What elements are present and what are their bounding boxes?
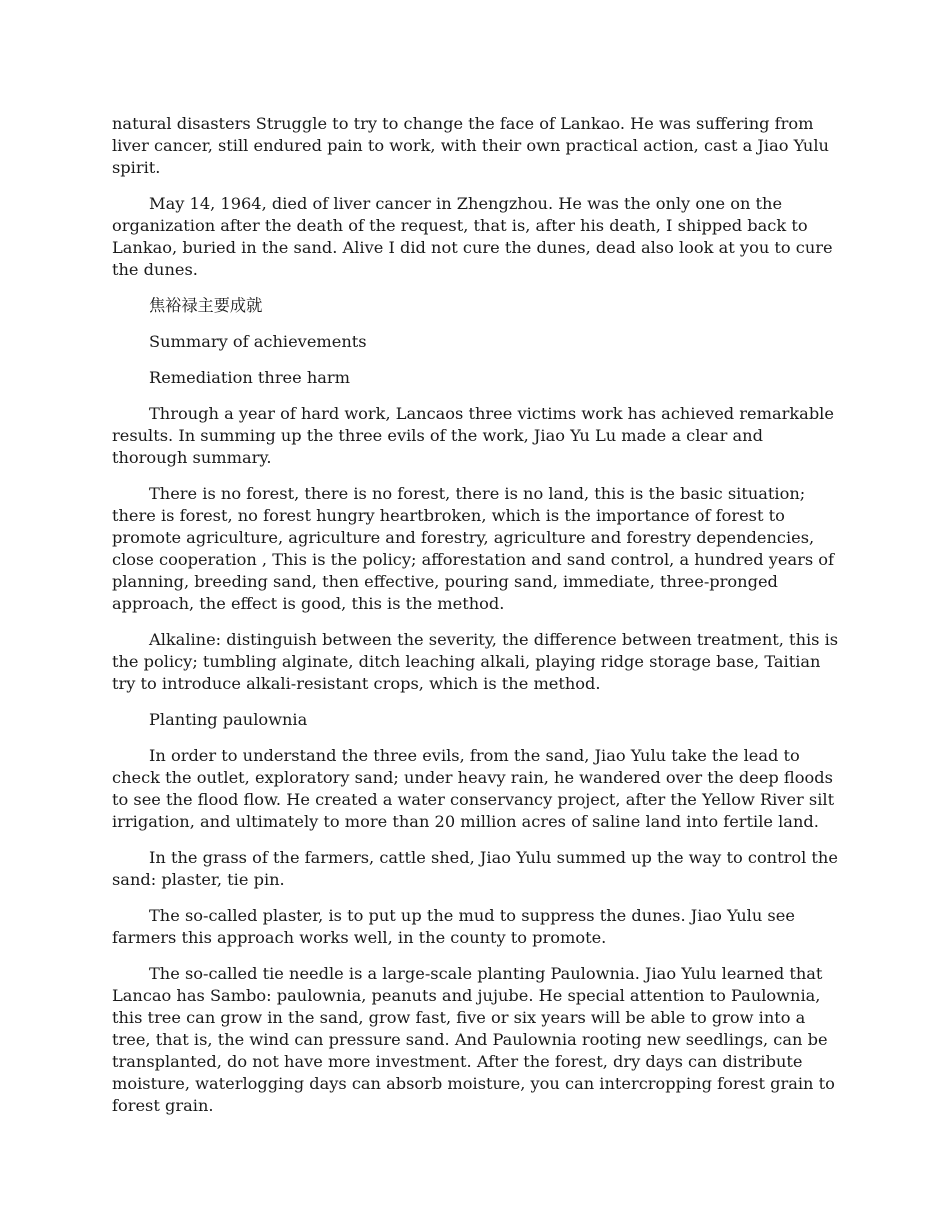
paragraph-forest-policy: There is no forest, there is no forest, there is no land, this is the basic situation; there is forest, no forest hungry heartbroken, which is the importance of forest to promote agriculture, agriculture and forestry, agriculture and forestry dependencies, close cooperation , This is the policy; afforestation and sand control, a hundred years of planning, breeding sand, then effective, pouring sand, immediate, three-pronged approach, the effect is good, this is the method.	[112, 484, 835, 613]
paragraph-death-1964: May 14, 1964, died of liver cancer in Zhengzhou. He was the only one on the organization after the death of the request, that is, after his death, I shipped back to Lankao, buried in the sand. Alive I did not cure the dunes, dead also look at you to cure the dunes.	[112, 194, 833, 279]
heading-main-achievements-chinese: 焦裕禄主要成就	[149, 296, 263, 315]
document-body	[112, 113, 840, 1131]
paragraph-year-of-hard-work: Through a year of hard work, Lancaos three victims work has achieved remarkable results. In summing up the three evils of the work, Jiao Yu Lu made a clear and thorough summary.	[112, 404, 834, 467]
paragraph-alkaline: Alkaline: distinguish between the severity, the difference between treatment, this is the policy; tumbling alginate, ditch leaching alkali, playing ridge storage base, Taitian try to introduce alkali-resistant crops, which is the method.	[112, 630, 839, 693]
paragraph-plaster-tie-pin: In the grass of the farmers, cattle shed, Jiao Yulu summed up the way to control the sand: plaster, tie pin.	[112, 848, 838, 889]
heading-summary-of-achievements: Summary of achievements	[149, 332, 367, 351]
paragraph-disasters-struggle: natural disasters Struggle to try to change the face of Lankao. He was suffering from liver cancer, still endured pain to work, with their own practical action, cast a Jiao Yulu spirit.	[112, 114, 829, 177]
heading-planting-paulownia: Planting paulownia	[149, 710, 308, 729]
heading-remediation-three-harm: Remediation three harm	[149, 368, 351, 387]
paragraph-plaster-method: The so-called plaster, is to put up the mud to suppress the dunes. Jiao Yulu see farmers this approach works well, in the county to promote.	[112, 906, 795, 947]
paragraph-three-evils-sand: In order to understand the three evils, from the sand, Jiao Yulu take the lead to check the outlet, exploratory sand; under heavy rain, he wandered over the deep floods to see the flood flow. He created a water conservancy project, after the Yellow River silt irrigation, and ultimately to more than 20 million acres of saline land into fertile land.	[112, 746, 835, 831]
paragraph-tie-needle-paulownia: The so-called tie needle is a large-scale planting Paulownia. Jiao Yulu learned that Lancao has Sambo: paulownia, peanuts and jujube. He special attention to Paulownia, this tree can grow in the sand, grow fast, five or six years will be able to grow into a tree, that is, the wind can pressure sand. And Paulownia rooting new seedlings, can be transplanted, do not have more investment. After the forest, dry days can distribute moisture, waterlogging days can absorb moisture, you can intercropping forest grain to forest grain.	[112, 964, 835, 1115]
